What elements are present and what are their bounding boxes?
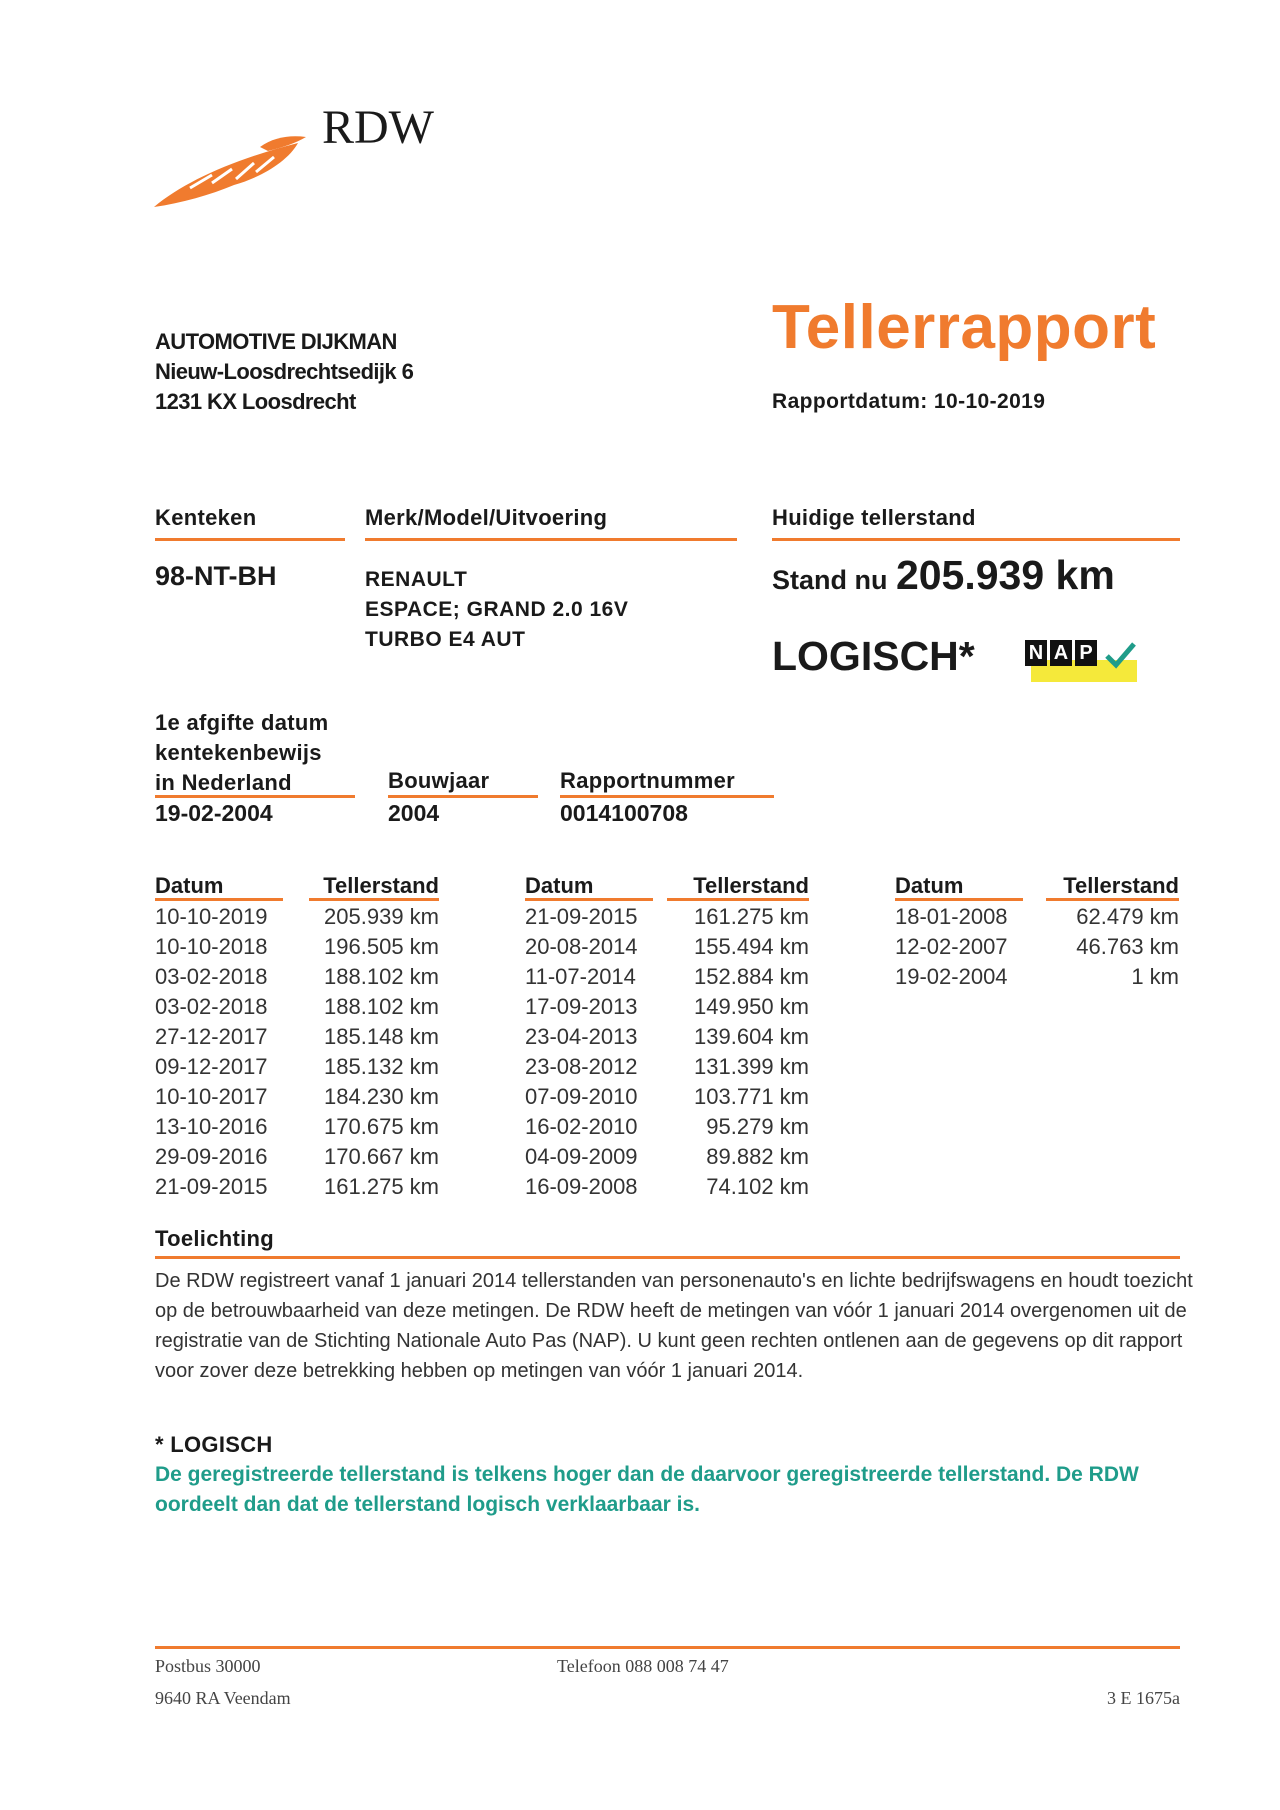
reading-km: 170.667 km (324, 1144, 439, 1169)
reading-km: 152.884 km (694, 964, 809, 989)
reading-date: 23-08-2012 (525, 1054, 638, 1079)
reading-date: 29-09-2016 (155, 1144, 268, 1169)
reading-row (155, 1142, 439, 1172)
reading-row (525, 1112, 809, 1142)
readings-column-2 (525, 902, 809, 1202)
reading-km: 185.132 km (324, 1054, 439, 1079)
reading-row (155, 962, 439, 992)
recipient-name: AUTOMOTIVE DIJKMAN (155, 329, 397, 354)
reading-km: 188.102 km (324, 994, 439, 1019)
reading-km: 74.102 km (706, 1174, 809, 1199)
plate-value: 98-NT-BH (155, 561, 277, 591)
report-number-value: 0014100708 (560, 800, 688, 826)
reading-date: 03-02-2018 (155, 994, 268, 1019)
check-icon (1103, 640, 1137, 672)
logisch-note-text: De geregistreerde tellerstand is telkens hoger dan de daarvoor geregistreerde tellerstand. De RDW oordeelt dan dat de tellerstand logisch verklaarbaar is. (155, 1463, 1139, 1516)
reading-date: 27-12-2017 (155, 1024, 268, 1049)
reading-date: 13-10-2016 (155, 1114, 268, 1139)
reading-row (525, 902, 809, 932)
readings-header-date: Datum (525, 873, 594, 898)
recipient-street: Nieuw-Loosdrechtsedijk 6 (155, 359, 414, 384)
reading-row (895, 962, 1179, 992)
reading-date: 21-09-2015 (155, 1174, 268, 1199)
reading-km: 184.230 km (324, 1084, 439, 1109)
plate-label: Kenteken (155, 505, 257, 530)
reading-row (155, 1082, 439, 1112)
reading-date: 10-10-2018 (155, 934, 268, 959)
reading-row (155, 1172, 439, 1202)
reading-row (155, 1112, 439, 1142)
readings-header-date: Datum (155, 873, 224, 898)
reading-date: 11-07-2014 (525, 964, 636, 989)
reading-km: 62.479 km (1076, 904, 1179, 929)
reading-row (525, 1172, 809, 1202)
reading-date: 19-02-2004 (895, 964, 1008, 989)
reading-date: 16-09-2008 (525, 1174, 638, 1199)
make-model (365, 565, 628, 655)
feather-icon (150, 125, 310, 215)
current-odometer (772, 552, 1115, 599)
readings-column-1 (155, 902, 439, 1202)
reading-km: 46.763 km (1076, 934, 1179, 959)
reading-km: 139.604 km (694, 1024, 809, 1049)
reading-date: 18-01-2008 (895, 904, 1008, 929)
reading-date: 12-02-2007 (895, 934, 1008, 959)
reading-date: 03-02-2018 (155, 964, 268, 989)
verdict-label: LOGISCH* (772, 633, 975, 679)
reading-row (525, 962, 809, 992)
year-value: 2004 (388, 800, 440, 826)
reading-row (525, 1052, 809, 1082)
nap-letter: A (1050, 640, 1072, 666)
readings-header-value: Tellerstand (1063, 873, 1179, 898)
reading-km: 103.771 km (694, 1084, 809, 1109)
reading-km: 205.939 km (324, 904, 439, 929)
rdw-wordmark: RDW (322, 101, 434, 154)
reading-km: 1 km (1131, 964, 1179, 989)
reading-row (895, 902, 1179, 932)
footer-code: 3 E 1675a (1107, 1688, 1180, 1708)
make-line: ESPACE; GRAND 2.0 16V (365, 598, 629, 621)
reading-date: 20-08-2014 (525, 934, 638, 959)
year-label: Bouwjaar (388, 768, 490, 793)
readings-header-value: Tellerstand (323, 873, 439, 898)
reading-row (155, 992, 439, 1022)
nap-badge (1025, 640, 1137, 682)
make-line: RENAULT (365, 568, 468, 591)
readings-header-value: Tellerstand (693, 873, 809, 898)
readings-header-date: Datum (895, 873, 964, 898)
first-reg-label: 1e afgifte datum kentekenbewijs in Nederland (155, 710, 329, 795)
reading-km: 196.505 km (324, 934, 439, 959)
reading-km: 188.102 km (324, 964, 439, 989)
reading-km: 149.950 km (694, 994, 809, 1019)
reading-km: 89.882 km (706, 1144, 809, 1169)
reading-row (155, 902, 439, 932)
nap-letter: P (1075, 640, 1097, 666)
reading-row (155, 1052, 439, 1082)
make-label: Merk/Model/Uitvoering (365, 505, 608, 530)
reading-row (525, 1082, 809, 1112)
explanation-text: De RDW registreert vanaf 1 januari 2014 tellerstanden van personenauto's en lichte bedrijfswagens en houdt toezicht op de betrouwbaarheid van deze metingen. De RDW heeft de metingen van vóór 1 januari 2014 overgenomen uit de registratie van de Stichting Nationale Auto Pas (NAP). U kunt geen rechten ontlenen aan de gegevens op dit rapport voor zover deze betrekking hebben op metingen van vóór 1 januari 2014. (155, 1270, 1193, 1382)
recipient-city: 1231 KX Loosdrecht (155, 389, 356, 414)
reading-date: 10-10-2017 (155, 1084, 268, 1109)
reading-date: 23-04-2013 (525, 1024, 638, 1049)
logisch-note-heading: * LOGISCH (155, 1432, 273, 1457)
footer-phone: Telefoon 088 008 74 47 (557, 1656, 729, 1676)
reading-row (155, 1022, 439, 1052)
reading-row (525, 932, 809, 962)
make-line: TURBO E4 AUT (365, 628, 526, 651)
reading-date: 21-09-2015 (525, 904, 638, 929)
nap-letter: N (1025, 640, 1047, 666)
odometer-label: Huidige tellerstand (772, 505, 976, 530)
footer-city: 9640 RA Veendam (155, 1688, 291, 1708)
report-date: Rapportdatum: 10-10-2019 (772, 390, 1046, 413)
reading-km: 161.275 km (694, 904, 809, 929)
stand-prefix: Stand nu (772, 565, 888, 595)
readings-column-3 (895, 902, 1179, 992)
reading-row (525, 992, 809, 1022)
reading-date: 10-10-2019 (155, 904, 268, 929)
page-title: Tellerrapport (772, 293, 1157, 362)
reading-km: 185.148 km (324, 1024, 439, 1049)
reading-row (155, 932, 439, 962)
footer-postbus: Postbus 30000 (155, 1656, 261, 1676)
explanation-heading: Toelichting (155, 1226, 274, 1251)
reading-date: 16-02-2010 (525, 1114, 638, 1139)
reading-date: 09-12-2017 (155, 1054, 268, 1079)
reading-row (525, 1022, 809, 1052)
report-number-label: Rapportnummer (560, 768, 736, 793)
reading-date: 04-09-2009 (525, 1144, 638, 1169)
reading-km: 155.494 km (694, 934, 809, 959)
reading-km: 95.279 km (706, 1114, 809, 1139)
reading-row (895, 932, 1179, 962)
reading-km: 170.675 km (324, 1114, 439, 1139)
first-reg-value: 19-02-2004 (155, 800, 273, 826)
reading-row (525, 1142, 809, 1172)
reading-km: 161.275 km (324, 1174, 439, 1199)
reading-km: 131.399 km (694, 1054, 809, 1079)
reading-date: 07-09-2010 (525, 1084, 638, 1109)
reading-date: 17-09-2013 (525, 994, 638, 1019)
stand-value: 205.939 km (895, 552, 1115, 598)
